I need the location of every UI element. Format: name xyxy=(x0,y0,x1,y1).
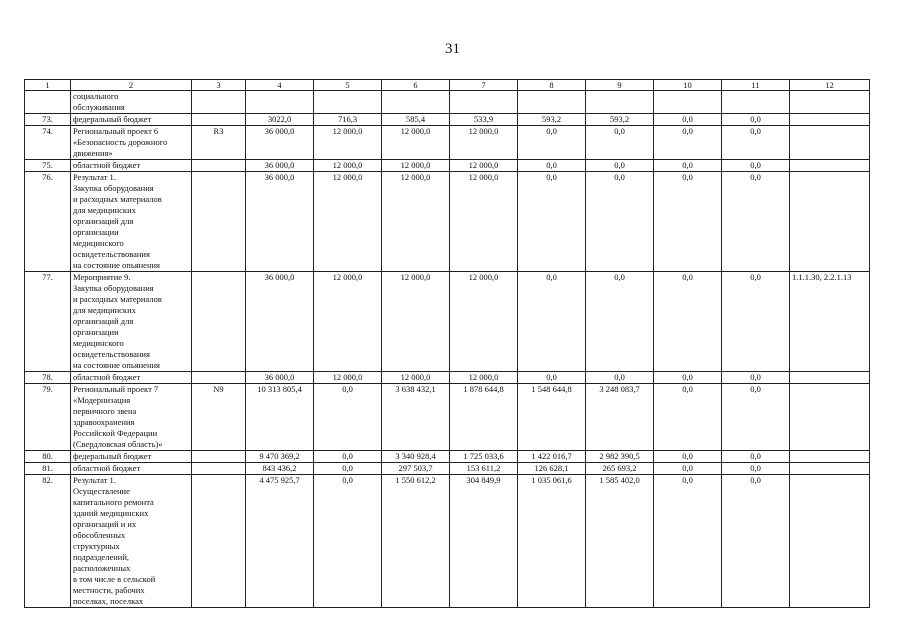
column-header: 7 xyxy=(450,80,518,91)
cell-c9: 593,2 xyxy=(586,114,654,126)
cell-c6: 12 000,0 xyxy=(382,160,450,172)
cell-c7: 153 611,2 xyxy=(450,463,518,475)
cell-n: 78. xyxy=(25,372,71,384)
cell-name: Мероприятие 9. Закупка оборудования и расходных материалов для медицинских организаций для организации медицинского освидетельствования на состояние опьянения xyxy=(71,272,192,372)
table-row xyxy=(25,463,870,475)
cell-name: областной бюджет xyxy=(71,463,192,475)
cell-c7 xyxy=(450,91,518,114)
column-header: 3 xyxy=(192,80,246,91)
table-body xyxy=(25,80,870,608)
cell-c7: 12 000,0 xyxy=(450,172,518,272)
cell-c12: 1.1.1.30, 2.2.1.13 xyxy=(790,272,870,372)
column-header-row xyxy=(25,80,870,91)
table-row xyxy=(25,451,870,463)
cell-c3 xyxy=(192,372,246,384)
cell-c3 xyxy=(192,475,246,608)
cell-c12 xyxy=(790,384,870,451)
table-row xyxy=(25,114,870,126)
cell-c5: 12 000,0 xyxy=(314,172,382,272)
cell-n: 74. xyxy=(25,126,71,160)
cell-c5: 0,0 xyxy=(314,451,382,463)
cell-c9: 0,0 xyxy=(586,160,654,172)
cell-c7: 1 725 033,6 xyxy=(450,451,518,463)
budget-table xyxy=(24,79,870,608)
column-header: 12 xyxy=(790,80,870,91)
cell-c4: 36 000,0 xyxy=(246,160,314,172)
cell-c3 xyxy=(192,451,246,463)
column-header: 1 xyxy=(25,80,71,91)
cell-c8: 0,0 xyxy=(518,172,586,272)
cell-c5: 12 000,0 xyxy=(314,160,382,172)
cell-n: 77. xyxy=(25,272,71,372)
cell-n xyxy=(25,91,71,114)
cell-name: областной бюджет xyxy=(71,160,192,172)
cell-n: 75. xyxy=(25,160,71,172)
cell-c11: 0,0 xyxy=(722,172,790,272)
cell-c12 xyxy=(790,172,870,272)
cell-name: Региональный проект 7 «Модернизация первичного звена здравоохранения Российской Федерации (Свердловская область)» xyxy=(71,384,192,451)
cell-c6: 1 550 612,2 xyxy=(382,475,450,608)
cell-c6 xyxy=(382,91,450,114)
table-row xyxy=(25,372,870,384)
cell-c10: 0,0 xyxy=(654,272,722,372)
cell-c5: 716,3 xyxy=(314,114,382,126)
cell-n: 80. xyxy=(25,451,71,463)
cell-c12 xyxy=(790,463,870,475)
cell-c4: 36 000,0 xyxy=(246,372,314,384)
cell-c5 xyxy=(314,91,382,114)
cell-c6: 297 503,7 xyxy=(382,463,450,475)
cell-c5: 0,0 xyxy=(314,475,382,608)
cell-c5: 0,0 xyxy=(314,463,382,475)
cell-c9: 3 248 083,7 xyxy=(586,384,654,451)
cell-c8: 1 035 061,6 xyxy=(518,475,586,608)
cell-c7: 533,9 xyxy=(450,114,518,126)
cell-c7: 304 849,9 xyxy=(450,475,518,608)
cell-c3 xyxy=(192,160,246,172)
cell-c4: 36 000,0 xyxy=(246,126,314,160)
cell-c10: 0,0 xyxy=(654,475,722,608)
cell-c10: 0,0 xyxy=(654,451,722,463)
cell-c11: 0,0 xyxy=(722,272,790,372)
cell-c8: 1 548 644,8 xyxy=(518,384,586,451)
cell-c4: 4 475 925,7 xyxy=(246,475,314,608)
cell-c11: 0,0 xyxy=(722,372,790,384)
cell-c8: 126 628,1 xyxy=(518,463,586,475)
cell-c10: 0,0 xyxy=(654,384,722,451)
cell-c5: 12 000,0 xyxy=(314,372,382,384)
cell-c7: 12 000,0 xyxy=(450,272,518,372)
cell-n: 73. xyxy=(25,114,71,126)
cell-c10 xyxy=(654,91,722,114)
cell-c6: 12 000,0 xyxy=(382,172,450,272)
cell-c10: 0,0 xyxy=(654,172,722,272)
cell-c9: 0,0 xyxy=(586,172,654,272)
cell-c11: 0,0 xyxy=(722,463,790,475)
cell-c5: 12 000,0 xyxy=(314,272,382,372)
cell-c3 xyxy=(192,114,246,126)
cell-c4: 843 436,2 xyxy=(246,463,314,475)
cell-c3 xyxy=(192,463,246,475)
table-row xyxy=(25,160,870,172)
cell-c4 xyxy=(246,91,314,114)
table-row xyxy=(25,91,870,114)
column-header: 6 xyxy=(382,80,450,91)
cell-name: федеральный бюджет xyxy=(71,451,192,463)
cell-c10: 0,0 xyxy=(654,160,722,172)
table-row xyxy=(25,272,870,372)
cell-c12 xyxy=(790,160,870,172)
cell-c10: 0,0 xyxy=(654,126,722,160)
column-header: 4 xyxy=(246,80,314,91)
page-number: 31 xyxy=(445,41,460,57)
cell-c11: 0,0 xyxy=(722,114,790,126)
column-header: 2 xyxy=(71,80,192,91)
cell-c4: 36 000,0 xyxy=(246,272,314,372)
cell-c7: 12 000,0 xyxy=(450,372,518,384)
cell-c11: 0,0 xyxy=(722,451,790,463)
cell-c5: 0,0 xyxy=(314,384,382,451)
cell-c11: 0,0 xyxy=(722,475,790,608)
cell-name: Результат 1. Закупка оборудования и расходных материалов для медицинских организаций для организации медицинского освидетельствования на состояние опьянения xyxy=(71,172,192,272)
column-header: 9 xyxy=(586,80,654,91)
cell-c12 xyxy=(790,451,870,463)
cell-c4: 36 000,0 xyxy=(246,172,314,272)
cell-c8: 0,0 xyxy=(518,272,586,372)
cell-c12 xyxy=(790,372,870,384)
cell-c6: 585,4 xyxy=(382,114,450,126)
cell-name: областной бюджет xyxy=(71,372,192,384)
cell-c12 xyxy=(790,475,870,608)
cell-c12 xyxy=(790,114,870,126)
cell-c7: 12 000,0 xyxy=(450,160,518,172)
cell-c11: 0,0 xyxy=(722,160,790,172)
cell-c7: 1 878 644,8 xyxy=(450,384,518,451)
column-header: 11 xyxy=(722,80,790,91)
cell-name: федеральный бюджет xyxy=(71,114,192,126)
cell-c6: 12 000,0 xyxy=(382,126,450,160)
cell-c9: 0,0 xyxy=(586,126,654,160)
cell-n: 79. xyxy=(25,384,71,451)
cell-c10: 0,0 xyxy=(654,372,722,384)
cell-c9: 265 693,2 xyxy=(586,463,654,475)
table-row xyxy=(25,126,870,160)
cell-c4: 10 313 805,4 xyxy=(246,384,314,451)
cell-c8: 0,0 xyxy=(518,372,586,384)
cell-c10: 0,0 xyxy=(654,463,722,475)
cell-c6: 12 000,0 xyxy=(382,372,450,384)
cell-c8: 1 422 016,7 xyxy=(518,451,586,463)
cell-c9 xyxy=(586,91,654,114)
cell-n: 76. xyxy=(25,172,71,272)
cell-c3: N9 xyxy=(192,384,246,451)
column-header: 10 xyxy=(654,80,722,91)
cell-c12 xyxy=(790,126,870,160)
cell-n: 81. xyxy=(25,463,71,475)
cell-c8: 0,0 xyxy=(518,160,586,172)
cell-c5: 12 000,0 xyxy=(314,126,382,160)
cell-name: Результат 1. Осуществление капитального ремонта зданий медицинских организаций и их обособленных структурных подразделений, расположенных в том числе в сельской местности, рабочих поселках, поселках xyxy=(71,475,192,608)
cell-c12 xyxy=(790,91,870,114)
cell-c8: 593,2 xyxy=(518,114,586,126)
cell-c3 xyxy=(192,91,246,114)
cell-c11: 0,0 xyxy=(722,384,790,451)
cell-c7: 12 000,0 xyxy=(450,126,518,160)
cell-c9: 2 982 390,5 xyxy=(586,451,654,463)
cell-name: социального обслуживания xyxy=(71,91,192,114)
cell-c8: 0,0 xyxy=(518,126,586,160)
cell-c4: 3022,0 xyxy=(246,114,314,126)
cell-c3 xyxy=(192,172,246,272)
cell-c6: 12 000,0 xyxy=(382,272,450,372)
cell-c9: 0,0 xyxy=(586,272,654,372)
cell-c6: 3 340 928,4 xyxy=(382,451,450,463)
table-row xyxy=(25,475,870,608)
cell-c10: 0,0 xyxy=(654,114,722,126)
cell-c11: 0,0 xyxy=(722,126,790,160)
cell-c9: 0,0 xyxy=(586,372,654,384)
cell-c3: R3 xyxy=(192,126,246,160)
cell-c3 xyxy=(192,272,246,372)
cell-c4: 9 470 369,2 xyxy=(246,451,314,463)
table-row xyxy=(25,384,870,451)
column-header: 5 xyxy=(314,80,382,91)
cell-name: Региональный проект 6 «Безопасность дорожного движения» xyxy=(71,126,192,160)
column-header: 8 xyxy=(518,80,586,91)
cell-c9: 1 585 402,0 xyxy=(586,475,654,608)
cell-c8 xyxy=(518,91,586,114)
cell-n: 82. xyxy=(25,475,71,608)
cell-c11 xyxy=(722,91,790,114)
table-row xyxy=(25,172,870,272)
cell-c6: 3 638 432,1 xyxy=(382,384,450,451)
